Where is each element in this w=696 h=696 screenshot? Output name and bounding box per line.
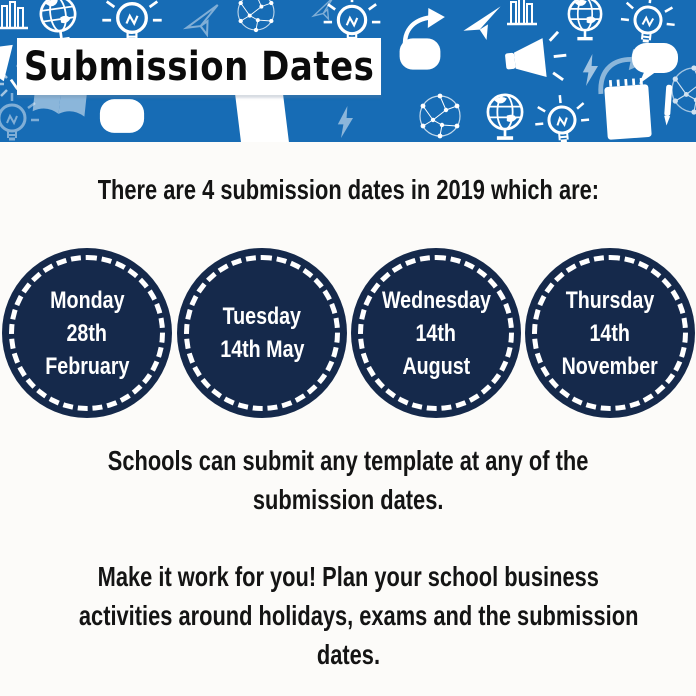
date-circles [0, 248, 696, 420]
book-stack-icon [507, 0, 537, 24]
book-stack-icon [0, 2, 28, 28]
network-sphere-icon [672, 65, 696, 114]
paragraph-make-it-work [0, 557, 696, 674]
page-title: Submission Dates [23, 42, 375, 90]
date-day: Thursday [565, 286, 655, 314]
paper-plane-icon [310, 0, 340, 24]
date-circle-text [551, 284, 668, 383]
date-month: November [561, 352, 659, 380]
pen-icon [664, 85, 673, 126]
lightning-bolt-icon [338, 106, 353, 138]
date-day: Tuesday [222, 303, 302, 330]
date-number: 14th [589, 319, 631, 347]
date-circle-text [36, 284, 139, 383]
paragraph-line: submission dates. [252, 484, 444, 515]
megaphone-icon [503, 31, 569, 85]
date-number: 14th [415, 319, 457, 347]
globe-icon [569, 0, 601, 39]
date-number: 28th [66, 319, 108, 347]
paper-plane-icon [460, 6, 507, 44]
paragraph-line: activities around holidays, exams and the submission [78, 600, 639, 631]
jar-icon [400, 38, 441, 69]
paragraph-line: dates. [316, 639, 380, 670]
lightbulb-icon [102, 0, 161, 41]
header-banner [0, 0, 696, 142]
network-sphere-icon [420, 94, 460, 139]
date-number: 14th May [219, 336, 305, 363]
globe-icon [488, 95, 522, 138]
paragraph-submit-any-template [0, 441, 696, 519]
date-circle-august [351, 248, 521, 418]
globe-icon [39, 0, 79, 42]
date-circle-november [525, 248, 695, 418]
intro-text [0, 174, 696, 206]
lightbulb-icon [0, 93, 39, 139]
date-day: Monday [49, 286, 125, 314]
speech-bubble-icon [632, 43, 678, 84]
jar-icon [100, 99, 144, 133]
date-circle-text [370, 284, 503, 383]
date-day: Wednesday [381, 286, 491, 314]
notepad-icon [604, 78, 652, 140]
lightbulb-icon [619, 0, 678, 44]
date-circle-february [2, 248, 172, 418]
date-month: August [402, 352, 470, 380]
intro-text-line: There are 4 submission dates in 2019 which are: [97, 174, 599, 205]
title-box [17, 38, 381, 95]
lightbulb-icon [324, 0, 381, 42]
date-month: February [44, 352, 130, 380]
paragraph-line: Make it work for you! Plan your school business [97, 561, 599, 592]
date-circle-text [211, 300, 314, 366]
paragraph-line: Schools can submit any template at any of the [107, 445, 589, 476]
network-sphere-icon [238, 0, 274, 32]
date-circle-may [177, 248, 347, 418]
lightbulb-icon [533, 93, 591, 142]
lightning-bolt-icon [583, 54, 598, 86]
paper-plane-icon [183, 5, 225, 39]
